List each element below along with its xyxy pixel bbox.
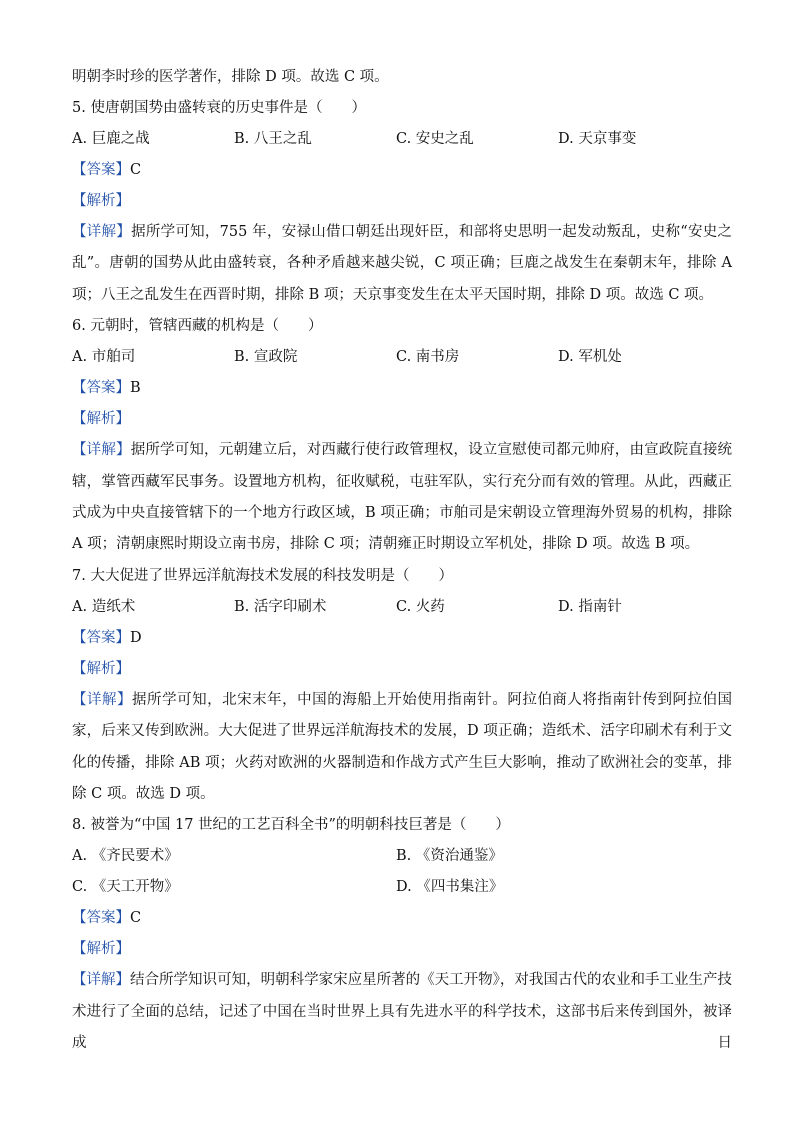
- analysis-tag: 【解析】: [72, 411, 130, 428]
- answer-tag: 【答案】: [72, 380, 130, 397]
- detail-text: 据所学可知，元朝建立后，对西藏行使行政管理权，设立宣慰使司都元帅府，由宣政院直接统辖，掌管西藏军民事务。设置地方机构，征收赋税，屯驻军队，实行充分而有效的管理。从此，西藏正式成为中央直接管辖下的一个地方行政区域，B 项正确；市舶司是宋朝设立管理海外贸易的机构，排除 A 项；清朝康熙时期设立南书房，排除 C 项；清朝雍正时期设立军机处，排除 D 项。故选 B 项。: [72, 442, 733, 553]
- answer-value: C: [130, 910, 142, 927]
- detail-tag: 【详解】: [72, 691, 133, 708]
- answer-tag: 【答案】: [72, 629, 130, 646]
- answer-tag: 【答案】: [72, 910, 130, 927]
- question-5-option-b: B. 八王之乱: [234, 131, 312, 147]
- analysis-tag: 【解析】: [72, 193, 130, 209]
- question-7-option-d: D. 指南针: [558, 598, 622, 615]
- question-8-options-row-2: [72, 872, 732, 903]
- question-7-stem: 7. 大大促进了世界远洋航海技术发展的科技发明是（ ）: [72, 567, 453, 584]
- question-5-option-a: A. 巨鹿之战: [72, 131, 150, 147]
- analysis-tag: 【解析】: [72, 660, 130, 677]
- question-7-options: [72, 592, 732, 623]
- detail-text: 据所学可知，北宋末年，中国的海船上开始使用指南针。阿拉伯商人将指南针传到阿拉伯国家，后来又传到欧洲。大大促进了世界远洋航海技术的发展，D 项正确；造纸术、活字印刷术有利于文化的传播，排除 AB 项；火药对欧洲的火器制造和作战方式产生巨大影响，推动了欧洲社会的变革，排除 C 项。故选 D 项。: [72, 691, 732, 803]
- detail-tag: 【详解】: [72, 972, 131, 989]
- answer-value: B: [130, 380, 141, 397]
- answer-value: C: [130, 162, 142, 178]
- question-5-analysis: [72, 186, 732, 217]
- detail-text: 结合所学知识可知，明朝科学家宋应星所著的《天工开物》，对我国古代的农业和手工业生产技术进行了全面的总结，记述了中国在当时世界上具有先进水平的科学技术，这部书后来传到国外，被译成日: [72, 972, 733, 1052]
- question-6-option-d: D. 军机处: [558, 349, 622, 366]
- question-6-option-a: A. 市舶司: [72, 349, 136, 366]
- question-7-answer: [72, 623, 732, 654]
- question-8-option-c: C. 《天工开物》: [72, 879, 179, 896]
- question-5-options: [72, 124, 732, 155]
- question-7-option-b: B. 活字印刷术: [234, 598, 327, 615]
- question-8-analysis: [72, 934, 732, 965]
- question-8-options-row-1: [72, 841, 732, 872]
- intro-line: 明朝李时珍的医学著作，排除 D 项。故选 C 项。: [72, 69, 389, 85]
- question-6-answer: [72, 373, 732, 404]
- question-7-option-c: C. 火药: [396, 598, 445, 615]
- question-6-options: [72, 342, 732, 373]
- question-8-answer: [72, 903, 732, 934]
- document-page: [72, 62, 732, 1060]
- answer-value: D: [130, 629, 142, 646]
- question-6-option-b: B. 宣政院: [234, 349, 298, 366]
- question-8-option-d: D. 《四书集注》: [396, 879, 504, 896]
- detail-text: 据所学可知，755 年，安禄山借口朝廷出现奸臣，和部将史思明一起发动叛乱，史称“安史之乱”。唐朝的国势从此由盛转衰，各种矛盾越来越尖锐，C 项正确；巨鹿之战发生在秦朝末年，排除 A 项；八王之乱发生在西晋时期，排除 B 项；天京事变发生在太平天国时期，排除 D 项。故选 C 项。: [72, 224, 733, 303]
- question-5-option-c: C. 安史之乱: [396, 131, 474, 147]
- analysis-tag: 【解析】: [72, 941, 130, 958]
- question-8-detail: [72, 965, 732, 1059]
- question-5-stem: 5. 使唐朝国势由盛转衰的历史事件是（ ）: [72, 100, 366, 116]
- question-6-option-c: C. 南书房: [396, 349, 460, 366]
- question-8-stem: 8. 被誉为“中国 17 世纪的工艺百科全书”的明朝科技巨著是（ ）: [72, 817, 510, 834]
- answer-tag: 【答案】: [72, 162, 130, 178]
- question-5-detail: [72, 217, 732, 311]
- question-6-analysis: [72, 404, 732, 435]
- question-6-detail: [72, 435, 732, 561]
- question-6-stem: 6. 元朝时，管辖西藏的机构是（ ）: [72, 318, 323, 335]
- question-7-analysis: [72, 654, 732, 685]
- question-7-detail: [72, 685, 732, 811]
- question-5-answer: [72, 155, 732, 186]
- detail-tag: 【详解】: [72, 442, 131, 459]
- question-7-option-a: A. 造纸术: [72, 598, 136, 615]
- detail-tag: 【详解】: [72, 224, 132, 240]
- question-5-option-d: D. 天京事变: [558, 131, 637, 147]
- question-8-option-b: B. 《资治通鉴》: [396, 848, 503, 865]
- question-8-option-a: A. 《齐民要术》: [72, 848, 179, 865]
